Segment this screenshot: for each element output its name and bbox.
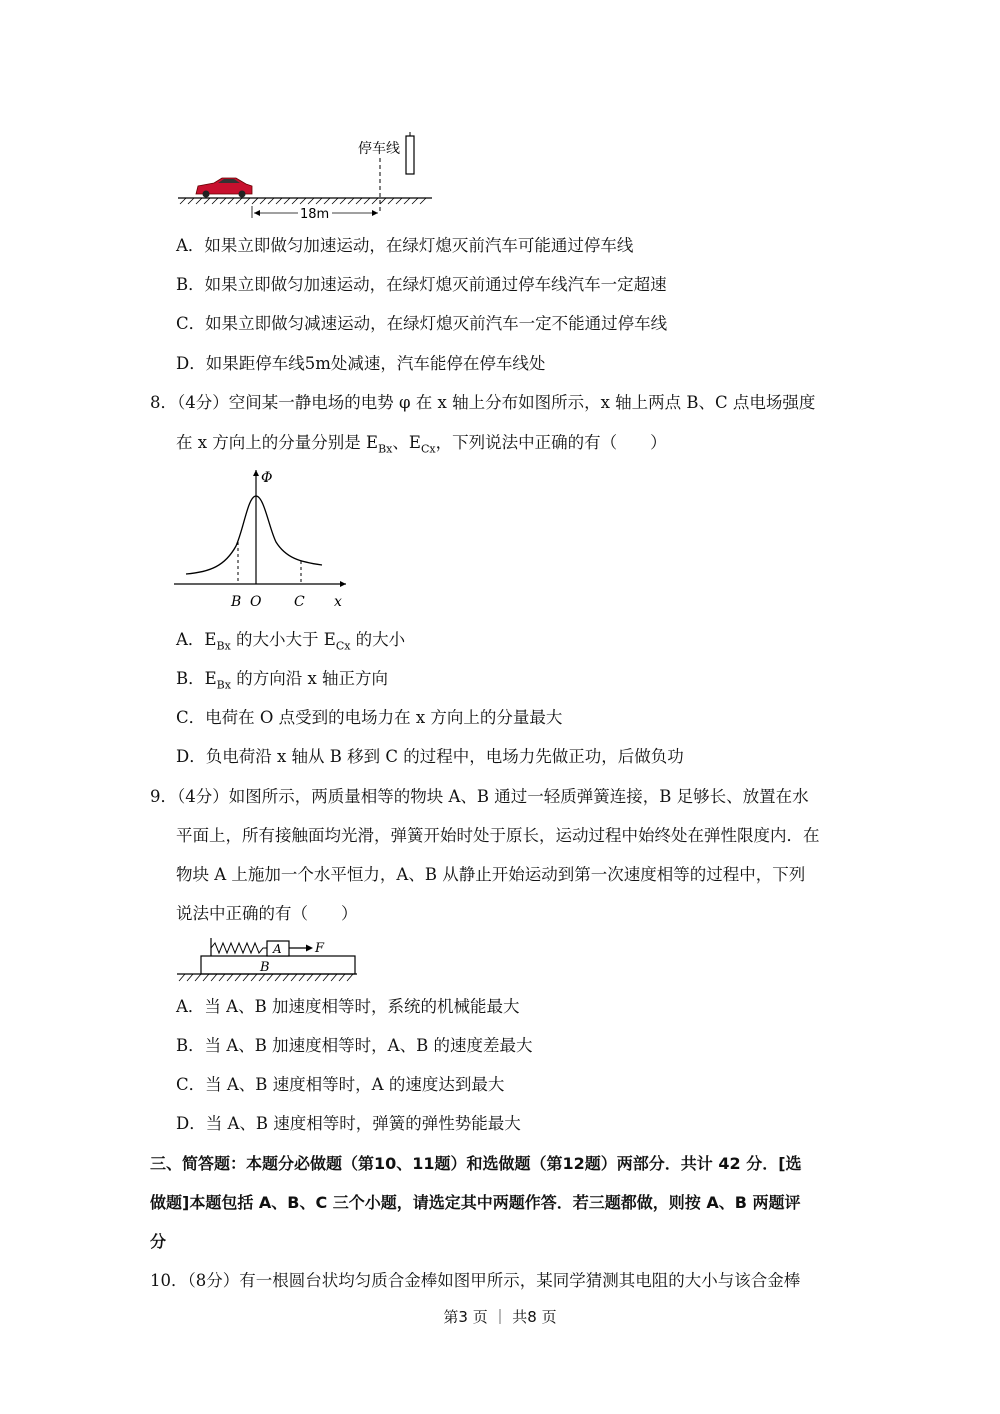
q10-stem-line-1: 10．（8分）有一根圆台状均匀质合金棒如图甲所示，某同学猜测其电阻的大小与该合金棒 [150,1271,801,1290]
distance-label: 18m [300,207,330,222]
q9-stem-line-4: 说法中正确的有（ ） [176,904,358,923]
q9-option-a: A．当 A、B 加速度相等时，系统的机械能最大 [176,997,520,1016]
section3-heading-line-1: 三、简答题：本题分必做题（第10、11题）和选做题（第12题）两部分．共计 42 分．[选 [150,1154,802,1173]
ground-hatching [179,974,353,981]
q8-option-b: B．$E_{Bx}$ 的方向沿 x 轴正方向 [176,669,389,692]
q7-option-a: A．如果立即做匀加速运动，在绿灯熄灭前汽车可能通过停车线 [176,236,634,255]
stop-line-label: 停车线 [358,141,400,157]
q9-option-b: B．当 A、B 加速度相等时，A、B 的速度差最大 [176,1036,533,1055]
c-label: C [294,594,305,610]
spring-blocks-figure [175,934,360,986]
q7-option-b: B．如果立即做匀加速运动，在绿灯熄灭前通过停车线汽车一定超速 [176,275,667,294]
b-label: B [231,594,242,610]
q8-stem-line-1: 8．（4分）空间某一静电场的电势 φ 在 x 轴上分布如图所示，x 轴上两点 B、C 点电场强度 [150,393,816,412]
q9-stem-line-1: 9．（4分）如图所示，两质量相等的物块 A、B 通过一轻质弹簧连接，B 足够长、放置在水 [150,787,809,806]
potential-curve [186,496,322,574]
potential-curve-figure [170,462,360,614]
section3-heading-line-3: 分 [150,1232,167,1251]
ground-hatching [180,198,426,204]
phi-label: Φ [261,470,273,486]
block-b [201,956,355,974]
x-label: x [334,594,342,610]
force-label: F [315,941,325,956]
block-b-label: B [260,960,270,975]
q8-option-d: D．负电荷沿 x 轴从 B 移到 C 的过程中，电场力先做正功，后做负功 [176,747,684,766]
q7-option-d: D．如果距停车线5m处减速，汽车能停在停车线处 [176,354,546,373]
q8-stem-line-2: 在 x 方向上的分量分别是 $E_{Bx}$、$E_{Cx}$，下列说法中正确的有（ ） [176,433,667,456]
car-stop-line-figure [170,128,440,223]
q9-stem-line-2: 平面上，所有接触面均光滑，弹簧开始时处于原长，运动过程中始终处在弹性限度内．在 [176,826,820,845]
o-label: O [250,594,262,610]
q9-option-c: C．当 A、B 速度相等时，A 的速度达到最大 [176,1075,505,1094]
section3-heading-line-2: 做题]本题包括 A、B、C 三个小题，请选定其中两题作答．若三题都做，则按 A、B 两题评 [150,1193,801,1212]
q8-option-a: A．$E_{Bx}$ 的大小大于 $E_{Cx}$ 的大小 [176,630,406,653]
spring [211,943,267,953]
q8-option-c: C．电荷在 O 点受到的电场力在 x 方向上的分量最大 [176,708,563,727]
q9-option-d: D．当 A、B 速度相等时，弹簧的弹性势能最大 [176,1114,521,1133]
q9-stem-line-3: 物块 A 上施加一个水平恒力，A、B 从静止开始运动到第一次速度相等的过程中，下列 [176,865,806,884]
q7-option-c: C．如果立即做匀减速运动，在绿灯熄灭前汽车一定不能通过停车线 [176,314,668,333]
page-footer: 第3 页 ｜ 共8 页 [443,1308,557,1326]
traffic-light [406,136,414,174]
car-icon [196,178,252,198]
block-a-label: A [273,942,282,956]
